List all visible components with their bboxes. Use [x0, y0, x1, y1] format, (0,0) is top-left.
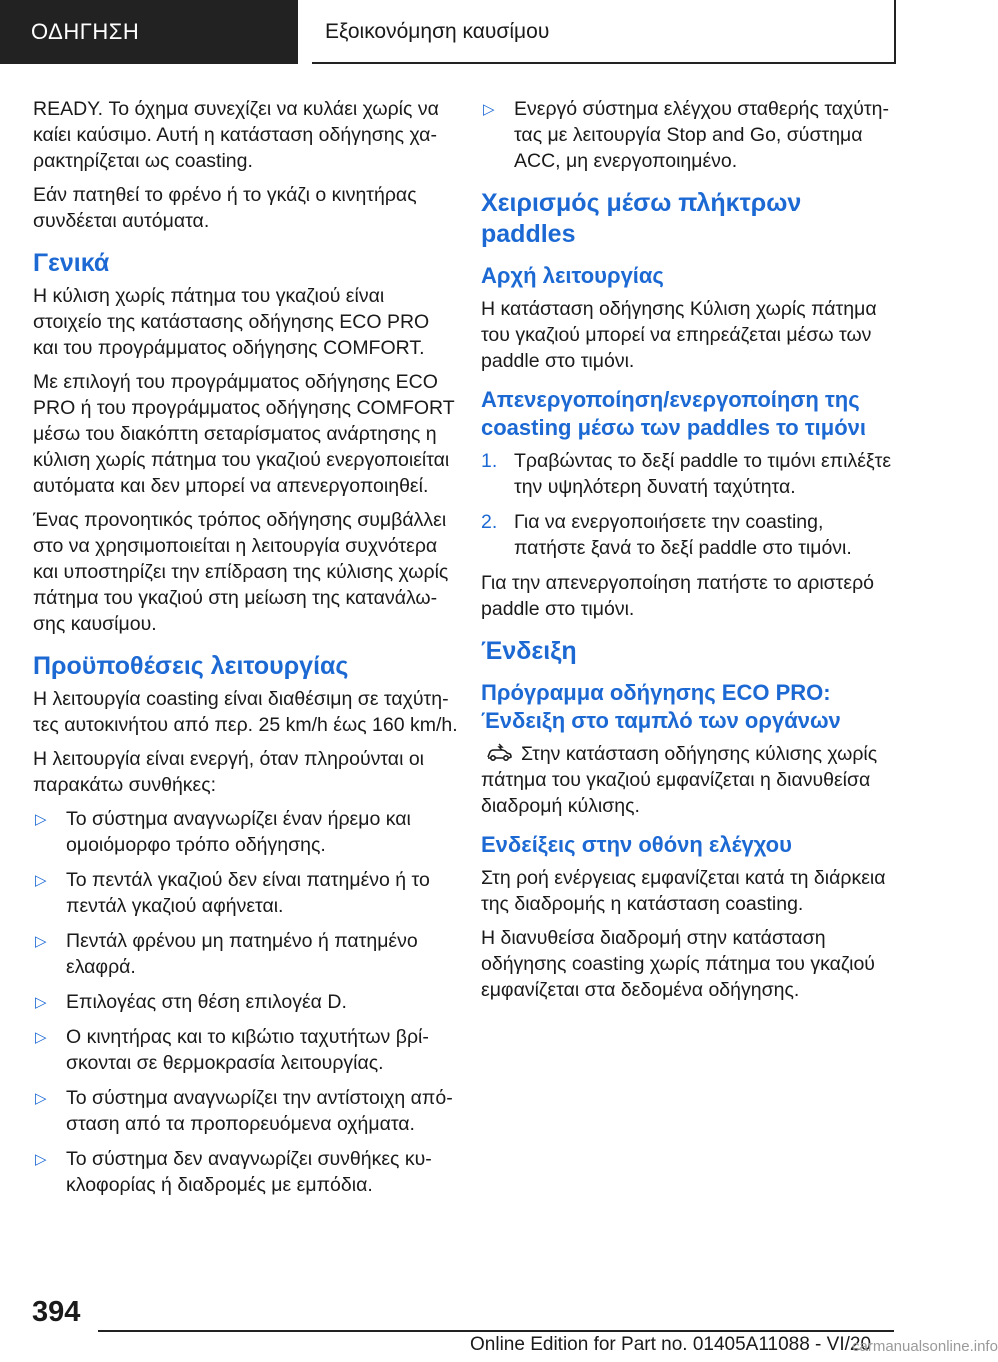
triangle-right-outline-icon: ▷ [35, 1151, 47, 1168]
list-item [33, 1146, 458, 1198]
triangle-right-outline-icon: ▷ [35, 872, 47, 889]
edition-note: Online Edition for Part no. 01405A11088 - VI/20 [470, 1334, 872, 1355]
step-text: Τραβώντας το δεξί paddle το τιμόνι επιλέξτε την υψηλότερη δυνατή ταχύτητα. [514, 450, 892, 498]
heading-eco-pro: Πρόγραμμα οδήγησης ECO PRO: Ένδειξη στο ταμπλό των οργάνων [481, 680, 841, 733]
paragraph: Η κύλιση χωρίς πάτημα του γκαζιού είναι στοιχείο της κατάστασης οδήγησης ECO PRO και του προγράμματος οδήγησης COMFORT. [33, 285, 430, 359]
condition-list [33, 806, 458, 1198]
heading-prerequisites: Προϋποθέσεις λειτουργίας [33, 652, 349, 680]
step-item [481, 509, 899, 561]
paragraph: Η λειτουργία coasting είναι διαθέσιμη σε ταχύτη‐τες αυτοκινήτου από περ. 25 km/h έως 160 km/h. [33, 688, 458, 736]
list-item [33, 867, 458, 919]
triangle-right-outline-icon: ▷ [35, 994, 47, 1011]
paragraph: READY. Το όχημα συνεχίζει να κυλάει χωρίς να καίει καύσιμο. Αυτή η κατάσταση οδήγησης χα‐ρακτηρίζεται ως coasting. [33, 98, 439, 172]
step-item [481, 448, 899, 500]
paragraph: Η λειτουργία είναι ενεργή, όταν πληρούνται οι παρακάτω συνθήκες: [33, 748, 424, 796]
paragraph: Εάν πατηθεί το φρένο ή το γκάζι ο κινητήρας συνδέεται αυτόματα. [33, 184, 417, 232]
step-number: 2. [481, 511, 498, 533]
list-item-text: Ο κινητήρας και το κιβώτιο ταχυτήτων βρί‐σκονται σε θερμοκρασία λειτουργίας. [66, 1026, 429, 1074]
list-item [33, 806, 458, 858]
section-title: ΟΔΗΓΗΣΗ [0, 0, 298, 64]
subsection-title: Εξοικονόμηση καυσίμου [312, 0, 896, 64]
left-column [33, 96, 458, 1207]
paragraph: Ένας προνοητικός τρόπος οδήγησης συμβάλλει στο να χρησιμοποιείται η λειτουργία συχνότερα και υποστηρίζει την επίδραση της κύλισης χωρίς πάτημα του γκαζιού στη μείωση της κατανάλω‐σης καυσίμου. [33, 509, 449, 635]
paragraph: Η διανυθείσα διαδρομή στην κατάσταση οδήγησης coasting χωρίς πάτημα του γκαζιού εμφανίζεται στα δεδομένα οδήγησης. [481, 927, 875, 1001]
list-item-text: Το σύστημα αναγνωρίζει έναν ήρεμο και ομοιόμορφο τρόπο οδήγησης. [66, 808, 411, 856]
paragraph-text: Στην κατάσταση οδήγησης κύλισης χωρίς πάτημα του γκαζιού εμφανίζεται η διανυθείσα διαδρομή κύλισης. [481, 743, 878, 817]
list-item [33, 1085, 458, 1137]
paragraph-with-icon [481, 741, 899, 819]
step-text: Για να ενεργοποιήσετε την coasting, πατήστε ξανά το δεξί paddle στο τιμόνι. [514, 511, 852, 559]
paragraph: Για την απενεργοποίηση πατήστε το αριστερό paddle στο τιμόνι. [481, 572, 875, 620]
heading-paddles: Χειρισμός μέσω πλήκτρων paddles [481, 189, 802, 248]
list-item-text: Πεντάλ φρένου μη πατημένο ή πατημένο ελαφρά. [66, 930, 418, 978]
right-column [481, 96, 899, 1011]
list-item [33, 1024, 458, 1076]
triangle-right-outline-icon: ▷ [483, 101, 495, 118]
triangle-right-outline-icon: ▷ [35, 811, 47, 828]
heading-indication: Ένδειξη [481, 637, 577, 665]
heading-general: Γενικά [33, 249, 110, 277]
heading-principle: Αρχή λειτουργίας [481, 263, 664, 288]
list-item [33, 928, 458, 980]
paragraph: Με επιλογή του προγράμματος οδήγησης ECO PRO ή του προγράμματος οδήγησης COMFORT μέσω του διακόπτη σεταρίσματος ανάρτησης η κύλιση χωρίς πάτημα του γκαζιού ενεργοποιείται αυτόματα και δεν μπορεί να απενεργοποιηθεί. [33, 371, 455, 497]
page-number: 394 [32, 1296, 81, 1328]
list-item-text: Επιλογέας στη θέση επιλογέα D. [66, 991, 347, 1013]
triangle-right-outline-icon: ▷ [35, 1090, 47, 1107]
condition-list-continued [481, 96, 899, 174]
heading-control-display: Ενδείξεις στην οθόνη ελέγχου [481, 832, 792, 857]
paragraph: Η κατάσταση οδήγησης Κύλιση χωρίς πάτημα του γκαζιού μπορεί να επηρεάζεται μέσω των paddle στο τιμόνι. [481, 298, 877, 372]
list-item-text: Το σύστημα δεν αναγνωρίζει συνθήκες κυ‐κλοφορίας ή διαδρομές με εμπόδια. [66, 1148, 432, 1196]
step-number: 1. [481, 450, 498, 472]
triangle-right-outline-icon: ▷ [35, 1029, 47, 1046]
page-header [0, 0, 960, 66]
steps-list [481, 448, 899, 561]
coasting-car-icon [485, 743, 513, 763]
list-item [33, 989, 458, 1015]
list-item-text: Ενεργό σύστημα ελέγχου σταθερής ταχύτη‐τας με λειτουργία Stop and Go, σύστημα ACC, μη ενεργοποιημένο. [514, 98, 889, 172]
heading-toggle-coasting: Απενεργοποίηση/ενεργοποίηση της coasting μέσω των paddles το τιμόνι [481, 387, 867, 440]
list-item-text: Το σύστημα αναγνωρίζει την αντίστοιχη από‐σταση από τα προπορευόμενα οχήματα. [66, 1087, 453, 1135]
triangle-right-outline-icon: ▷ [35, 933, 47, 950]
list-item [481, 96, 899, 174]
list-item-text: Το πεντάλ γκαζιού δεν είναι πατημένο ή το πεντάλ γκαζιού αφήνεται. [66, 869, 430, 917]
watermark: carmanualsonline.info [852, 1338, 998, 1355]
paragraph: Στη ροή ενέργειας εμφανίζεται κατά τη διάρκεια της διαδρομής η κατάσταση coasting. [481, 867, 886, 915]
